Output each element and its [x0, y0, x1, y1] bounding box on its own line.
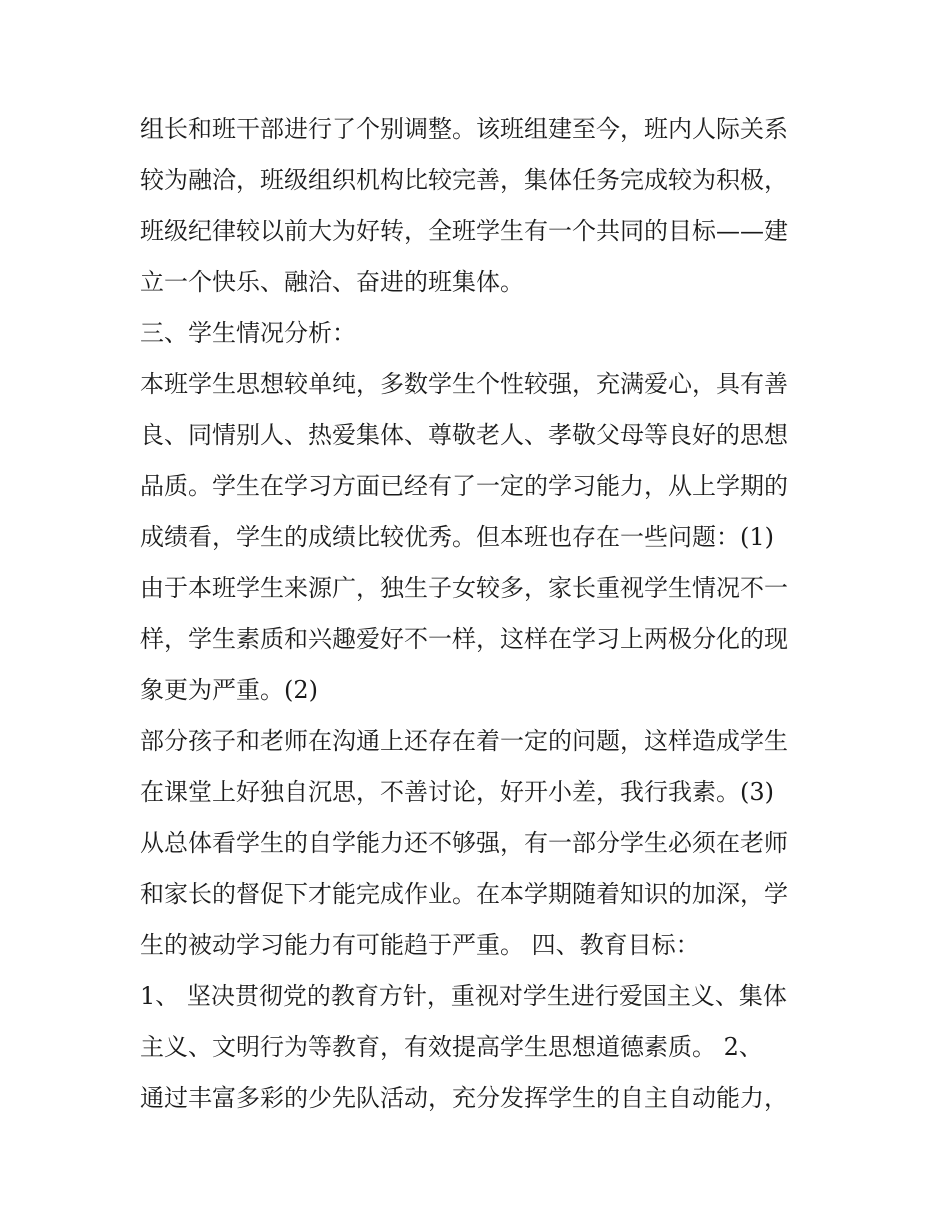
text-line: 品质。学生在学习方面已经有了一定的学习能力，从上学期的: [140, 472, 788, 500]
text-line: 成绩看，学生的成绩比较优秀。但本班也存在一些问题：(1): [140, 523, 774, 551]
text-line: 良、同情别人、热爱集体、尊敬老人、孝敬父母等良好的思想: [140, 421, 788, 449]
text-line: 通过丰富多彩的少先队活动，充分发挥学生的自主自动能力，: [140, 1084, 788, 1112]
text-line: 组长和班干部进行了个别调整。该班组建至今，班内人际关系: [140, 115, 788, 143]
text-line: 和家长的督促下才能完成作业。在本学期随着知识的加深，学: [140, 880, 788, 908]
text-line: 立一个快乐、融洽、奋进的班集体。: [140, 268, 524, 296]
text-line: 象更为严重。(2): [140, 676, 318, 704]
text-line: 在课堂上好独自沉思，不善讨论，好开小差，我行我素。(3): [140, 778, 774, 806]
section-heading: 三、学生情况分析：: [140, 319, 356, 347]
text-line: 较为融洽，班级组织机构比较完善，集体任务完成较为积极，: [140, 166, 788, 194]
text-line: 本班学生思想较单纯，多数学生个性较强，充满爱心，具有善: [140, 370, 788, 398]
text-line: 从总体看学生的自学能力还不够强，有一部分学生必须在老师: [140, 829, 788, 857]
text-line: 1、 坚决贯彻党的教育方针，重视对学生进行爱国主义、集体: [140, 982, 787, 1010]
body-text: [140, 104, 820, 1124]
text-line: 主义、文明行为等教育，有效提高学生思想道德素质。 2、: [140, 1033, 763, 1061]
text-line: 生的被动学习能力有可能趋于严重。 四、教育目标：: [140, 931, 700, 959]
text-line: 班级纪律较以前大为好转，全班学生有一个共同的目标——建: [140, 217, 788, 245]
text-line: 样，学生素质和兴趣爱好不一样，这样在学习上两极分化的现: [140, 625, 788, 653]
text-line: 部分孩子和老师在沟通上还存在着一定的问题，这样造成学生: [140, 727, 788, 755]
text-line: 由于本班学生来源广，独生子女较多，家长重视学生情况不一: [140, 574, 788, 602]
